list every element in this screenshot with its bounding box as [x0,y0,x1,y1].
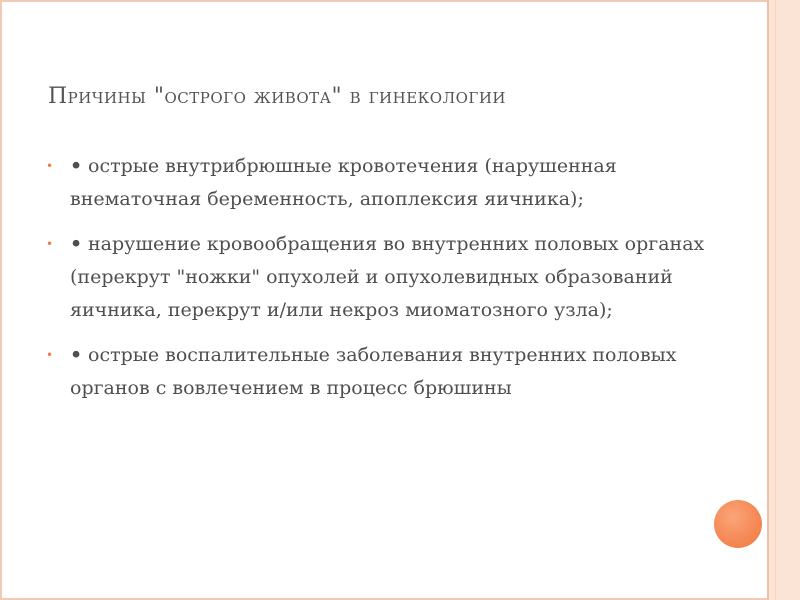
list-item-2 [46,228,746,327]
frame-top-border [0,0,800,2]
inner-bullet-icon: • [70,344,83,366]
bullet-icon: • [46,348,54,362]
list-item-text [70,228,746,327]
list-item-3 [46,339,746,405]
list-item-text [70,150,746,216]
list-item-text [70,339,746,405]
frame-left-border [0,0,2,600]
inner-bullet-icon: • [70,155,83,177]
list-item-1 [46,150,746,216]
accent-circle-decoration [714,500,762,548]
slide-title: Причины "острого живота" в гинекологии [48,84,506,109]
list-item-body: острые внутрибрюшные кровотечения (нарушенная внематочная беременность, апоплексия яичника); [70,155,617,210]
bullet-icon: • [46,159,54,173]
inner-bullet-icon: • [70,233,83,255]
frame-right-band [767,0,800,600]
list-item-body: нарушение кровообращения во внутренних половых органах (перекрут "ножки" опухолей и опухолевидных образований яичника, перекрут и/или некроз миоматозного узла); [70,233,705,321]
bullet-list [46,150,746,417]
bullet-icon: • [46,237,54,251]
list-item-body: острые воспалительные заболевания внутренних половых органов с вовлечением в процесс брюшины [70,344,677,399]
